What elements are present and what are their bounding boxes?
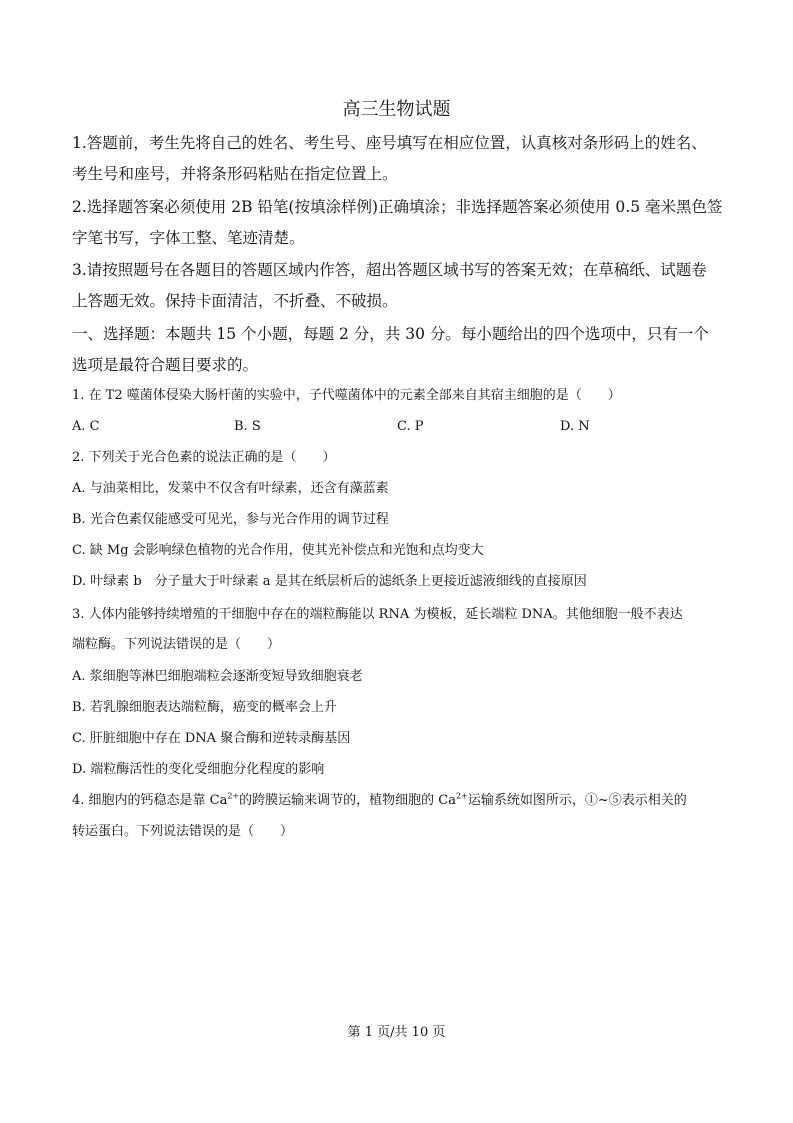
instruction-line: 3.请按照题号在各题目的答题区域内作答，超出答题区域书写的答案无效；在草稿纸、试题卷 <box>72 261 707 279</box>
q4-text-b: 的跨膜运输来调节的，植物细胞的 Ca <box>239 793 457 808</box>
question-2-option-d: D. 叶绿素 b 分子量大于叶绿素 a 是其在纸层析后的滤纸条上更接近滤液细线的直接原因 <box>72 574 587 589</box>
question-3-option-d: D. 端粒酶活性的变化受细胞分化程度的影响 <box>72 762 325 777</box>
page-title: 高三生物试题 <box>342 99 451 120</box>
question-3-option-c: C. 肝脏细胞中存在 DNA 聚合酶和逆转录酶基因 <box>72 731 351 746</box>
q4-text-c: 运输系统如图所示，①~⑤表示相关的 <box>467 793 687 808</box>
option-a: A. C <box>72 419 100 434</box>
question-2-option-b: B. 光合色素仅能感受可见光，参与光合作用的调节过程 <box>72 512 389 527</box>
question-4-stem-cont: 转运蛋白。下列说法错误的是（ ） <box>72 824 294 839</box>
instruction-line: 考生号和座号，并将条形码粘贴在指定位置上。 <box>72 165 398 183</box>
section-heading: 一、选择题：本题共 15 个小题，每题 2 分，共 30 分。每小题给出的四个选项中，只有一个 <box>72 325 709 343</box>
question-2-stem: 2. 下列关于光合色素的说法正确的是（ ） <box>72 450 336 465</box>
ca-charge: 2+ <box>227 791 240 801</box>
instruction-line: 字笔书写，字体工整、笔迹清楚。 <box>72 229 305 247</box>
option-b: B. S <box>234 419 261 434</box>
question-2-option-c: C. 缺 Mg 会影响绿色植物的光合作用，使其光补偿点和光饱和点均变大 <box>72 543 484 558</box>
question-2-option-a: A. 与油菜相比，发菜中不仅含有叶绿素，还含有藻蓝素 <box>72 481 389 496</box>
instruction-line: 上答题无效。保持卡面清洁，不折叠、不破损。 <box>72 292 398 310</box>
option-d: D. N <box>560 419 590 434</box>
q4-text-a: 4. 细胞内的钙稳态是靠 Ca <box>72 793 228 808</box>
page-footer: 第 1 页/共 10 页 <box>347 1025 446 1040</box>
instruction-line: 2.选择题答案必须使用 2B 铅笔(按填涂样例)正确填涂；非选择题答案必须使用 0.5 毫米黑色签 <box>72 198 723 216</box>
question-1-stem: 1. 在 T2 噬菌体侵染大肠杆菌的实验中，子代噬菌体中的元素全部来自其宿主细胞的是（ ） <box>72 388 621 403</box>
question-3-stem: 3. 人体内能够持续增殖的干细胞中存在的端粒酶能以 RNA 为模板，延长端粒 DNA。其他细胞一般不表达 <box>72 607 683 622</box>
question-1-options <box>72 411 732 442</box>
question-3-option-a: A. 浆细胞等淋巴细胞端粒会逐渐变短导致细胞衰老 <box>72 669 363 684</box>
option-c: C. P <box>397 419 424 434</box>
question-3-stem-cont: 端粒酶。下列说法错误的是（ ） <box>72 637 281 652</box>
question-4-stem <box>72 785 732 816</box>
ca-charge: 2+ <box>456 791 468 801</box>
instruction-line: 1.答题前，考生先将自己的姓名、考生号、座号填写在相应位置，认真核对条形码上的姓名、 <box>72 134 707 152</box>
section-heading-cont: 选项是最符合题目要求的。 <box>72 356 259 374</box>
question-3-option-b: B. 若乳腺细胞表达端粒酶，癌变的概率会上升 <box>72 700 337 715</box>
